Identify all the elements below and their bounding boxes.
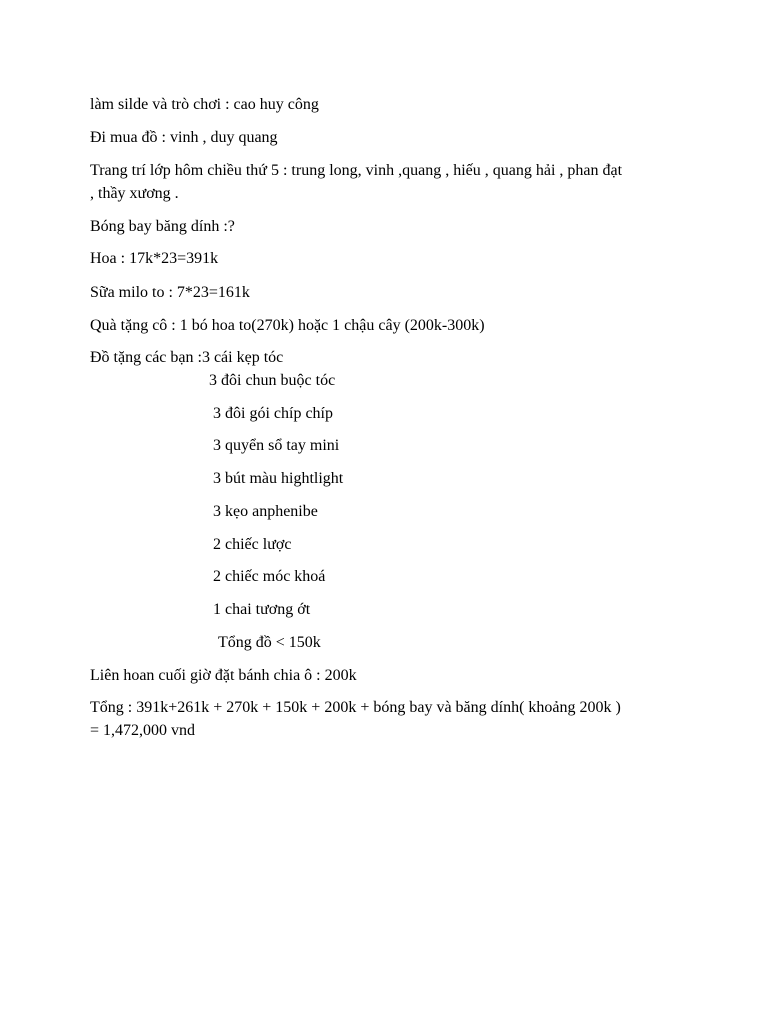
task-shopping: Đi mua đồ : vinh , duy quang <box>90 129 278 146</box>
gift-total: Tổng đồ < 150k <box>218 634 321 651</box>
task-slides-games: làm silde và trò chơi : cao huy công <box>90 96 319 113</box>
gift-item: 3 đôi gói chíp chíp <box>213 405 333 422</box>
teacher-gift: Quà tặng cô : 1 bó hoa to(270k) hoặc 1 chậu cây (200k-300k) <box>90 317 485 334</box>
balloons-tape: Bóng bay băng dính :? <box>90 218 235 235</box>
task-decoration-cont: , thầy xương . <box>90 185 179 202</box>
gift-item: 3 bút màu hightlight <box>213 470 344 487</box>
gift-item: 3 đôi chun buộc tóc <box>209 372 336 389</box>
gift-item: 3 kẹo anphenibe <box>213 503 318 520</box>
grand-total: Tổng : 391k+261k + 270k + 150k + 200k + bóng bay và băng dính( khoảng 200k ) <box>90 699 621 716</box>
gift-item: 2 chiếc lược <box>213 536 292 553</box>
grand-total-result: = 1,472,000 vnd <box>90 722 196 739</box>
friends-gift-heading: Đồ tặng các bạn :3 cái kẹp tóc <box>90 349 284 366</box>
gift-item: 2 chiếc móc khoá <box>213 568 326 585</box>
flowers-cost: Hoa : 17k*23=391k <box>90 250 219 267</box>
gift-item: 3 quyển sổ tay mini <box>213 437 340 454</box>
party-cake: Liên hoan cuối giờ đặt bánh chia ô : 200k <box>90 667 357 684</box>
gift-item: 1 chai tương ớt <box>213 601 311 618</box>
task-decoration: Trang trí lớp hôm chiều thứ 5 : trung long, vinh ,quang , hiếu , quang hải , phan đạt <box>90 162 623 179</box>
milk-cost: Sữa milo to : 7*23=161k <box>90 284 250 301</box>
